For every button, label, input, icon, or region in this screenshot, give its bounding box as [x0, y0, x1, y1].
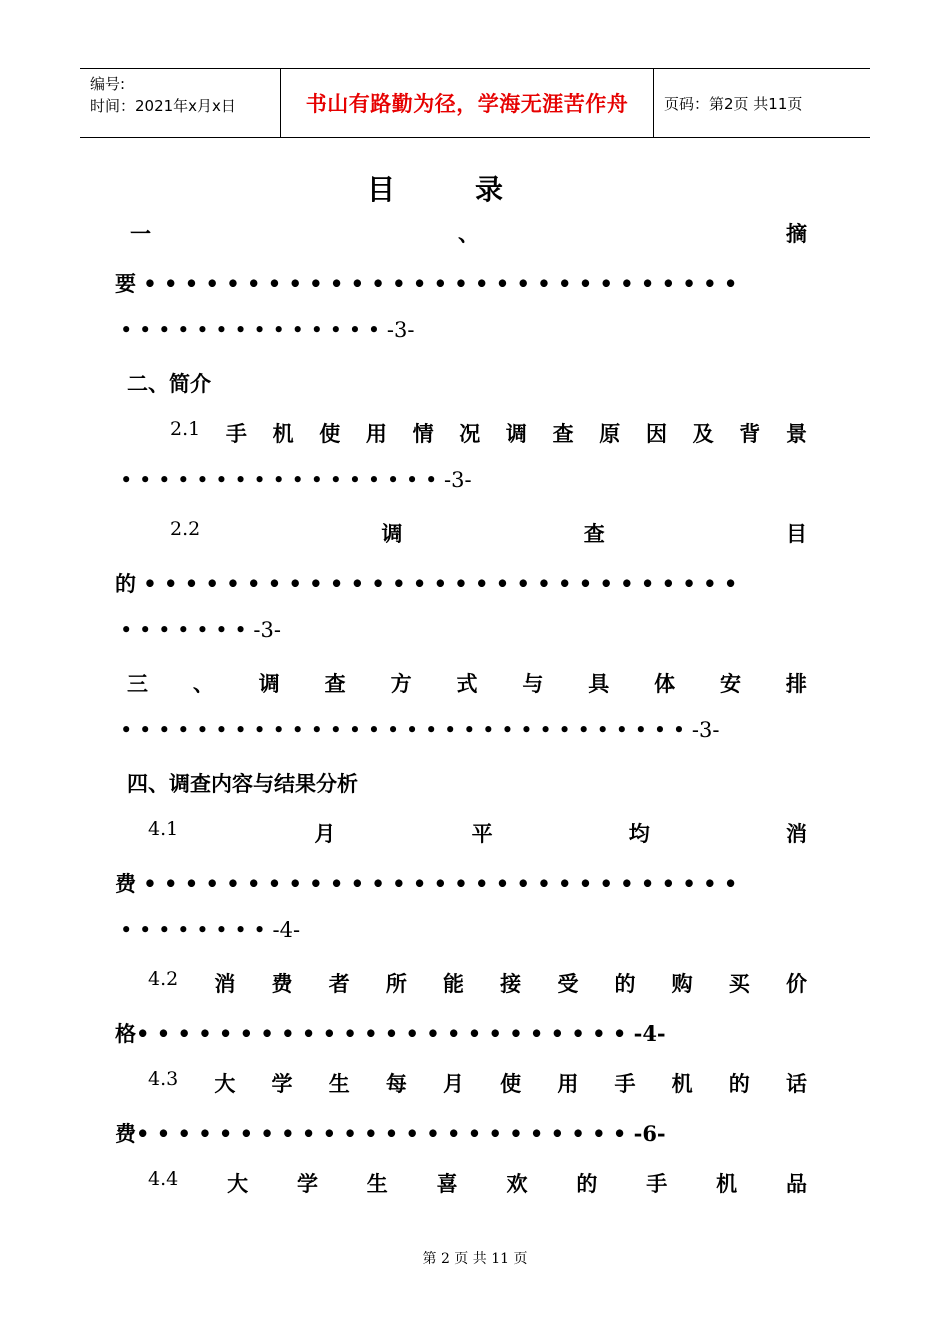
toc-char: 因: [645, 421, 667, 446]
toc-text: 要 • • • • • • • • • • • • • • • • • • • • • • • • • • • • •: [115, 271, 738, 296]
toc-char: 大: [227, 1171, 249, 1196]
toc-char: 4.1: [148, 818, 179, 840]
toc-char: 手: [614, 1071, 636, 1096]
toc-char: 式: [456, 671, 478, 696]
toc-char: 查: [583, 521, 605, 546]
toc-line: [115, 418, 807, 454]
toc-char: 况: [459, 421, 481, 446]
toc-char: 使: [319, 421, 341, 446]
toc-text: • • • • • • • • -4-: [120, 918, 301, 942]
toc-char: 所: [385, 971, 407, 996]
toc-line: [115, 518, 807, 554]
toc-char: 买: [728, 971, 750, 996]
toc-line: [115, 218, 807, 254]
toc-text: 二、简介: [127, 371, 211, 396]
toc-char: 消: [214, 971, 236, 996]
toc-char: 每: [385, 1071, 407, 1096]
toc-char: 摘: [786, 221, 807, 246]
toc-char: 背: [739, 421, 761, 446]
toc-char: 喜: [436, 1171, 458, 1196]
toc-line: [115, 268, 807, 304]
toc-char: 月: [314, 821, 336, 846]
header-meta: [80, 69, 281, 137]
toc-char: 目: [785, 521, 807, 546]
toc-title: [0, 168, 950, 208]
toc-char: 情: [412, 421, 434, 446]
toc-title-char: 录: [475, 173, 584, 206]
toc-line: [115, 918, 807, 954]
toc-char: 景: [785, 421, 807, 446]
toc-char: 查: [552, 421, 574, 446]
toc-char: 使: [500, 1071, 522, 1096]
page-footer: [0, 1248, 950, 1268]
toc-line: [115, 1018, 807, 1054]
toc-char: 查: [324, 671, 346, 696]
toc-char: 费: [271, 971, 293, 996]
toc-char: 接: [500, 971, 522, 996]
toc-text: 格• • • • • • • • • • • • • • • • • • • • • • • • -4-: [115, 1021, 666, 1046]
toc-line: [115, 768, 807, 804]
toc-char: 4.3: [148, 1068, 179, 1090]
toc-char: 购: [671, 971, 693, 996]
toc-line: [115, 968, 807, 1004]
toc-line: [115, 1118, 807, 1154]
toc-char: 三: [127, 671, 148, 696]
toc-char: 调: [381, 521, 403, 546]
toc-text: • • • • • • • -3-: [120, 618, 281, 642]
toc-line: [115, 668, 807, 704]
toc-char: 话: [785, 1071, 807, 1096]
toc-text: 费• • • • • • • • • • • • • • • • • • • • • • • • -6-: [115, 1121, 666, 1146]
toc-line: [115, 1068, 807, 1104]
toc-char: 能: [443, 971, 464, 996]
toc-char: 的: [576, 1171, 598, 1196]
toc-char: 手: [225, 421, 247, 446]
footer-page-number: 第 2 页 共 11 页: [422, 1251, 528, 1267]
toc-char: 机: [272, 421, 294, 446]
toc-char: 手: [646, 1171, 668, 1196]
toc-char: 、: [458, 221, 479, 246]
toc-char: 欢: [506, 1171, 528, 1196]
page-header: [80, 68, 870, 138]
toc-char: 体: [654, 671, 676, 696]
toc-char: 用: [557, 1071, 579, 1096]
toc-line: [115, 318, 807, 354]
serial-label: 编号:: [90, 75, 126, 93]
toc-line: [115, 1168, 807, 1204]
toc-line: [115, 718, 807, 754]
toc-char: 大: [214, 1071, 236, 1096]
toc-char: 生: [366, 1171, 388, 1196]
toc-char: 用: [365, 421, 387, 446]
header-page-info: [654, 69, 870, 137]
toc-text: • • • • • • • • • • • • • • • • • • • • • • • • • • • • • • -3-: [120, 718, 720, 742]
toc-char: 受: [557, 971, 579, 996]
toc-char: 生: [328, 1071, 350, 1096]
toc-char: 品: [785, 1171, 807, 1196]
toc-char: 2.2: [170, 518, 201, 540]
toc-char: 、: [192, 671, 214, 696]
toc-char: 的: [728, 1071, 750, 1096]
page-info-text: 页码：第2页 共11页: [664, 94, 803, 113]
toc-char: 一: [130, 221, 151, 246]
toc-char: 价: [785, 971, 807, 996]
toc-char: 机: [671, 1071, 693, 1096]
toc-char: 安: [720, 671, 742, 696]
toc-char: 平: [471, 821, 493, 846]
toc-char: 排: [785, 671, 807, 696]
toc-line: [115, 818, 807, 854]
toc-char: 学: [296, 1171, 318, 1196]
toc-line: [115, 368, 807, 404]
toc-text: 费 • • • • • • • • • • • • • • • • • • • • • • • • • • • • •: [115, 871, 738, 896]
toc-char: 2.1: [170, 418, 201, 440]
toc-char: 的: [614, 971, 636, 996]
toc-char: 与: [522, 671, 544, 696]
toc-line: [115, 568, 807, 604]
toc-char: 及: [692, 421, 714, 446]
toc-char: 月: [443, 1071, 464, 1096]
toc-char: 消: [785, 821, 807, 846]
time-label: 时间：2021年x月x日: [90, 97, 236, 115]
toc-char: 均: [628, 821, 650, 846]
toc-char: 原: [599, 421, 621, 446]
toc-text: • • • • • • • • • • • • • • • • • -3-: [120, 468, 472, 492]
toc-char: 4.2: [148, 968, 179, 990]
toc-text: 四、调查内容与结果分析: [127, 771, 358, 796]
motto-text: 书山有路勤为径，学海无涯苦作舟: [305, 92, 629, 116]
toc-line: [115, 468, 807, 504]
toc-char: 调: [258, 671, 280, 696]
toc-char: 方: [390, 671, 412, 696]
toc-text: 的 • • • • • • • • • • • • • • • • • • • • • • • • • • • • •: [115, 571, 738, 596]
toc-line: [115, 868, 807, 904]
toc-title-char: 目: [366, 173, 475, 206]
toc-char: 机: [716, 1171, 738, 1196]
toc-char: 调: [505, 421, 527, 446]
toc-line: [115, 618, 807, 654]
header-motto-cell: [281, 69, 654, 137]
toc-char: 学: [271, 1071, 293, 1096]
toc-char: 具: [588, 671, 610, 696]
toc-text: • • • • • • • • • • • • • • -3-: [120, 318, 415, 342]
toc-char: 者: [328, 971, 350, 996]
toc-char: 4.4: [148, 1168, 179, 1190]
